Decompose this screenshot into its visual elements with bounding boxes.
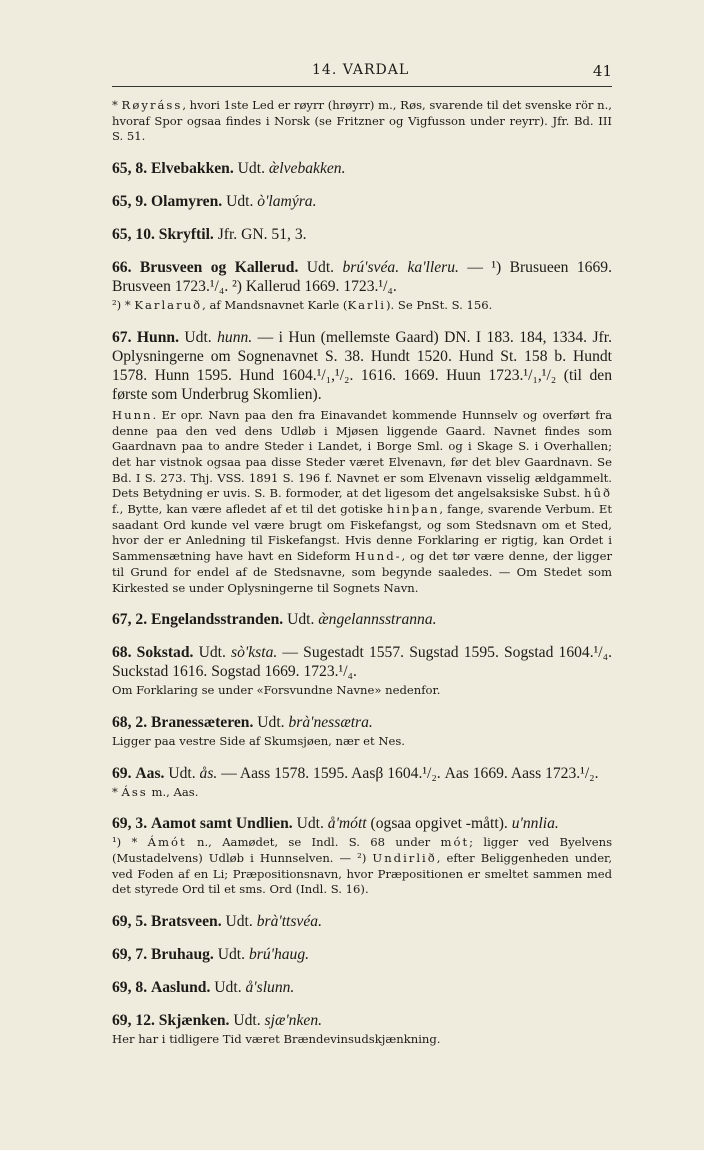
header-title: 14. VARDAL: [312, 62, 410, 78]
header-rule: [112, 86, 612, 87]
entry-branessaeteren-note: Ligger paa vestre Side af Skumsjøen, nær et Nes.: [112, 733, 405, 748]
entry-engelandsstranden: 67, 2. Engelandsstranden. Udt. æ̀ngelannsstranna.: [112, 611, 437, 629]
entry-hunn: 67. Hunn. Udt. hunn. — i Hun (mellemste Gaard) DN. I 183. 184, 1334. Jfr. Oplysningerne om Sognenavnet S. 38. Hundt 1520. Hund St. 158 b. Hundt 1578. Hunn 1595. Hund 1604.¹/₁,¹/₂. 1616. 1669. Huun 1723.¹/₁,¹/₂ (til den første som Underbrug Skomlien).: [112, 328, 612, 403]
entry-sokstad: 68. Sokstad. Udt. sò'ksta. — Sugestadt 1557. Sugstad 1595. Sogstad 1604.¹/₄. Suckstad 1616. Sogstad 1669. 1723.¹/₄.: [112, 644, 612, 681]
entry-bruhaug: 69, 7. Bruhaug. Udt. brú'haug.: [112, 946, 310, 964]
entry-hunn-note: Hunn. Er opr. Navn paa den fra Einavandet kommende Hunnselv og overført fra denne paa den ved dens Udløb i Mjøsen liggende Gaard. Navnet findes som Gaardnavn paa to andre Steder i Landet, i Borge Sml. og i Skage S. i Overhallen; det har vistnok ogsaa paa disse Steder været Elvenavn, før det blev Gaardnavn. Se Bd. I S. 273. Thj. VSS. 1891 S. 196 f. Navnet er som Elvenavn visselig ældgammelt. Dets Betydning er uvis. S. B. formoder, at det ligesom det angelsaksiske Subst. hûð f., Bytte, kan være afledet af et til det gotiske hinþan, fange, svarende Verbum. Et saadant Ord kunde vel være brugt om Fiskefangst, og som Stedsnavn om et Sted, hvor der er Anledning til Fiskefangst. Hvis denne Forklaring er rigtig, kan Ordet i Sammensætning have havt en Sideform Hund-, og det tør være denne, der ligger til Grund for endel af de Stedsnavne, som begynde saaledes. — Om Stedet som Kirkested se under Oplysningerne til Sognets Navn.: [112, 407, 613, 595]
entry-skryftil: 65, 10. Skryftil. Jfr. GN. 51, 3.: [112, 226, 307, 244]
running-header: [112, 62, 612, 84]
entry-brusveen-footnote: ²) * Karlaruð, af Mandsnavnet Karle (Karli). Se PnSt. S. 156.: [112, 298, 493, 313]
entry-skjaenken: 69, 12. Skjænken. Udt. sjæ'nken.: [112, 1012, 323, 1030]
entry-aas: 69. Aas. Udt. ås. — Aass 1578. 1595. Aasβ 1604.¹/₂. Aas 1669. Aass 1723.¹/₂.: [112, 764, 599, 782]
entry-elvebakken: 65, 8. Elvebakken. Udt. æ̀lvebakken.: [112, 160, 346, 178]
entry-aas-note: * Áss m., Aas.: [112, 784, 199, 799]
page-body: [112, 98, 612, 1048]
entry-skjaenken-note: Her har i tidligere Tid været Brændevinsudskjænkning.: [112, 1032, 441, 1047]
top-note: * Røyráss, hvori 1ste Led er røyrr (hrøyrr) m., Røs, svarende til det svenske rör n., hvoraf Spor ogsaa findes i Norsk (se Fritzner og Vigfusson under reyrr). Jfr. Bd. III S. 51.: [112, 98, 612, 144]
entry-aamot-undlien: 69, 3. Aamot samt Undlien. Udt. å'mótt (ogsaa opgivet -mått). u'nnlia.: [112, 815, 559, 833]
page-number: 41: [592, 62, 612, 80]
entry-aaslund: 69, 8. Aaslund. Udt. å'slunn.: [112, 979, 295, 997]
entry-bratsveen: 69, 5. Bratsveen. Udt. brà'ttsvéa.: [112, 913, 322, 931]
entry-aamot-footnote: ¹) * Ámót n., Aamødet, se Indl. S. 68 under mót; ligger ved Byelvens (Mustadelvens) Udløb i Hunnselven. — ²) Undirlið, efter Beliggenheden under, ved Foden af en Li; Præpositionsnavn, hvor Præpositionen er smeltet sammen med det styrede Ord til et sms. Ord (Indl. S. 16).: [112, 835, 613, 897]
entry-olamyren: 65, 9. Olamyren. Udt. ò'lamýra.: [112, 193, 317, 211]
entry-sokstad-note: Om Forklaring se under «Forsvundne Navne» nedenfor.: [112, 683, 441, 698]
entry-branessaeteren: 68, 2. Branessæteren. Udt. brà'nessætra.: [112, 713, 373, 731]
entry-brusveen-kallerud: 66. Brusveen og Kallerud. Udt. brú'svéa. ka'lleru. — ¹) Brusueen 1669. Brusveen 1723.¹/₄. ²) Kallerud 1669. 1723.¹/₄.: [112, 259, 612, 296]
